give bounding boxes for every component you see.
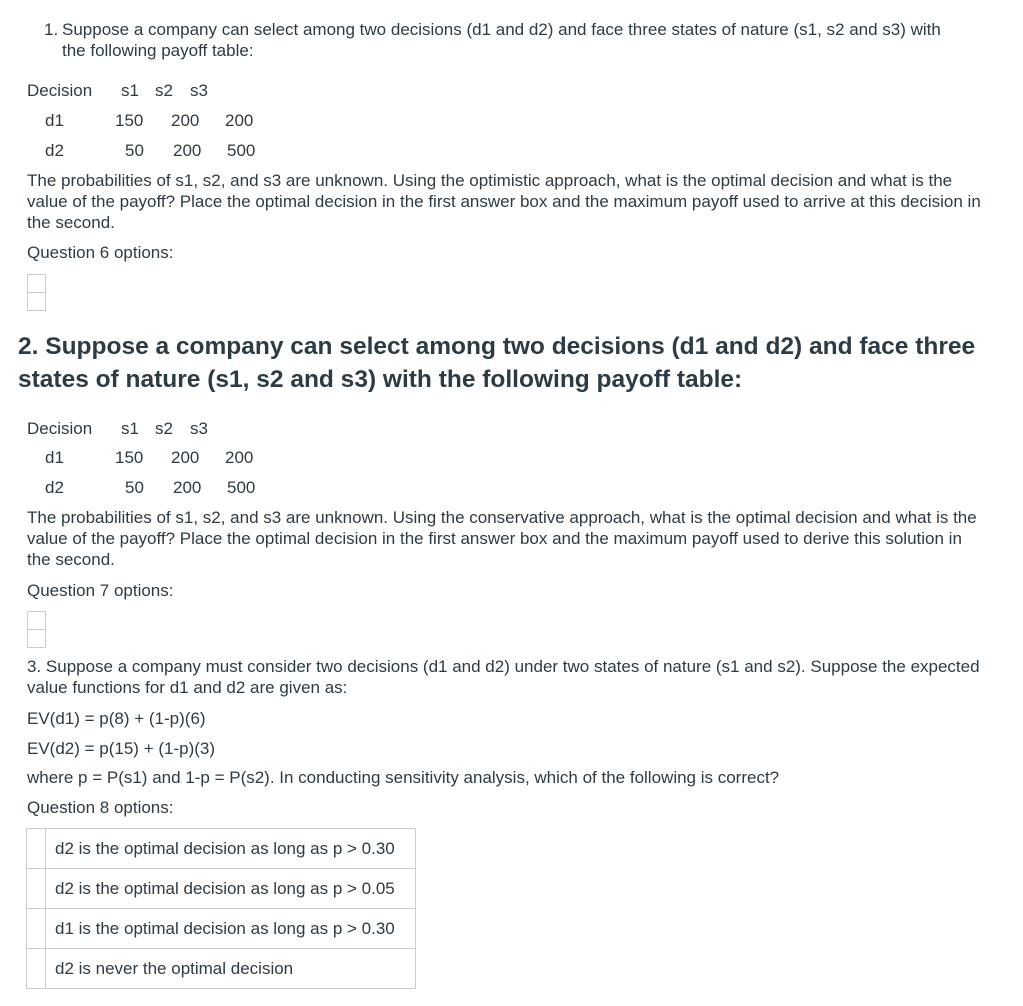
q1-header-s3: s3 bbox=[190, 81, 208, 100]
q1-row1-s1: 150 bbox=[115, 111, 144, 130]
q2-row1-s3: 200 bbox=[225, 448, 254, 467]
q1-header-s2: s2 bbox=[155, 81, 173, 100]
q2-header-s1: s1 bbox=[121, 419, 139, 438]
q2-row2-s3: 500 bbox=[227, 478, 256, 497]
q2-header-decision: Decision bbox=[27, 419, 93, 438]
q2-row1-s2: 200 bbox=[171, 448, 200, 467]
q1-prompt: Suppose a company can select among two decisions (d1 and d2) and face three states of nature (s1, s2 and s3) with the following payoff table: bbox=[62, 20, 941, 60]
q2-options-label: Question 7 options: bbox=[27, 581, 174, 600]
q2-row2-s1: 50 bbox=[125, 478, 144, 497]
q1-row1-decision: d1 bbox=[45, 111, 64, 130]
q3-options-label: Question 8 options: bbox=[27, 798, 174, 817]
q3-option-selector[interactable] bbox=[27, 869, 46, 908]
q3-option-selector[interactable] bbox=[27, 829, 46, 868]
q3-ev-d1: EV(d1) = p(8) + (1-p)(6) bbox=[27, 709, 206, 728]
q3-option-label: d2 is the optimal decision as long as p > 0.30 bbox=[55, 839, 395, 858]
q3-option-label: d2 is never the optimal decision bbox=[55, 959, 294, 978]
q1-row2-s3: 500 bbox=[227, 141, 256, 160]
q2-heading: 2. Suppose a company can select among two decisions (d1 and d2) and face three states of nature (s1, s2 and s3) with the following payoff table: bbox=[18, 333, 976, 393]
q3-option[interactable] bbox=[27, 909, 415, 949]
q1-prompt-item bbox=[44, 19, 967, 61]
q1-row2-decision: d2 bbox=[45, 141, 64, 160]
q1-number: 1. bbox=[44, 20, 59, 39]
q3-option-label: d2 is the optimal decision as long as p > 0.05 bbox=[55, 879, 395, 898]
q1-row2-s1: 50 bbox=[125, 141, 144, 160]
q1-answer-box-2[interactable] bbox=[27, 292, 46, 311]
q3-option[interactable] bbox=[27, 829, 415, 869]
q2-row1-decision: d1 bbox=[45, 448, 64, 467]
q1-payoff-table bbox=[27, 80, 287, 170]
q1-row1-s3: 200 bbox=[225, 111, 254, 130]
q3-ev-d2: EV(d2) = p(15) + (1-p)(3) bbox=[27, 739, 216, 758]
q2-payoff-table bbox=[27, 418, 287, 508]
q3-options-list bbox=[26, 828, 416, 989]
q3-option-selector[interactable] bbox=[27, 909, 46, 948]
q2-row2-decision: d2 bbox=[45, 478, 64, 497]
q1-body: The probabilities of s1, s2, and s3 are unknown. Using the optimistic approach, what is the optimal decision and what is the value of the payoff? Place the optimal decision in the first answer box and the maximum payoff used to arrive at this decision in the second. bbox=[27, 171, 981, 232]
q2-header-s3: s3 bbox=[190, 419, 208, 438]
q3-prompt: 3. Suppose a company must consider two decisions (d1 and d2) under two states of nature (s1 and s2). Suppose the expected value functions for d1 and d2 are given as: bbox=[27, 657, 980, 697]
q1-answer-box-1[interactable] bbox=[27, 274, 46, 293]
q3-option-selector[interactable] bbox=[27, 949, 46, 988]
q3-option-label: d1 is the optimal decision as long as p > 0.30 bbox=[55, 919, 395, 938]
q2-row2-s2: 200 bbox=[173, 478, 202, 497]
q2-body: The probabilities of s1, s2, and s3 are unknown. Using the conservative approach, what is the optimal decision and what is the value of the payoff? Place the optimal decision in the first answer box and the maximum payoff used to derive this solution in the second. bbox=[27, 508, 977, 569]
q1-row2-s2: 200 bbox=[173, 141, 202, 160]
q2-answer-box-1[interactable] bbox=[27, 611, 46, 630]
q3-option[interactable] bbox=[27, 949, 415, 988]
q3-where: where p = P(s1) and 1-p = P(s2). In conducting sensitivity analysis, which of the following is correct? bbox=[27, 768, 780, 787]
q1-header-decision: Decision bbox=[27, 81, 93, 100]
q1-header-s1: s1 bbox=[121, 81, 139, 100]
q3-option[interactable] bbox=[27, 869, 415, 909]
q2-row1-s1: 150 bbox=[115, 448, 144, 467]
q2-answer-box-2[interactable] bbox=[27, 629, 46, 648]
q1-options-label: Question 6 options: bbox=[27, 243, 174, 262]
q1-row1-s2: 200 bbox=[171, 111, 200, 130]
q2-header-s2: s2 bbox=[155, 419, 173, 438]
